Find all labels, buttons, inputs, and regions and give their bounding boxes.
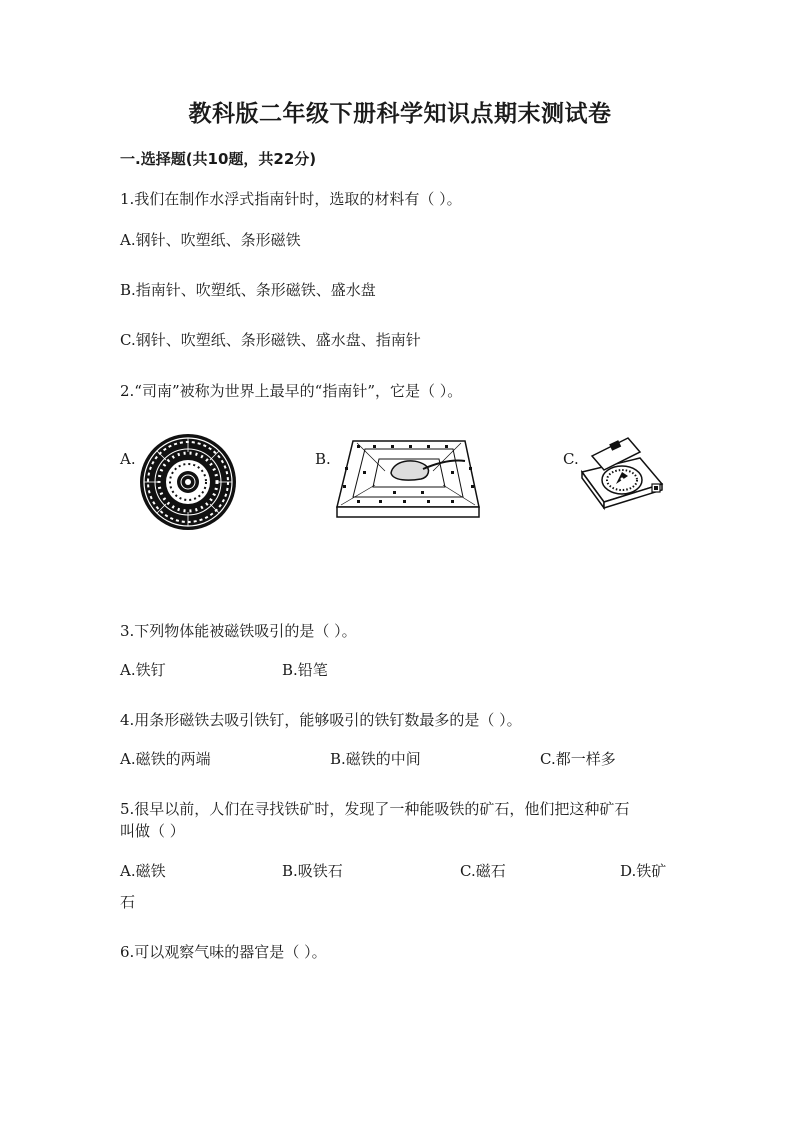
question-2-option-a[interactable]: A.	[120, 450, 136, 468]
question-3-option-a[interactable]: A.铁钉	[120, 661, 166, 679]
question-4-option-a[interactable]: A.磁铁的两端	[120, 750, 211, 768]
question-1-option-c[interactable]: C.钢针、吹塑纸、条形磁铁、盛水盘、指南针	[120, 331, 421, 349]
question-6-stem: 6.可以观察气味的器官是（ ）。	[120, 943, 327, 961]
question-1-option-b[interactable]: B.指南针、吹塑纸、条形磁铁、盛水盘	[120, 281, 376, 299]
question-5-option-b[interactable]: B.吸铁石	[282, 862, 343, 880]
question-2-option-b[interactable]: B.	[315, 450, 331, 468]
question-5-option-d[interactable]: D.铁矿	[620, 862, 667, 880]
question-2-option-c[interactable]: C.	[563, 450, 579, 468]
question-5-stem-line-1: 5.很早以前，人们在寻找铁矿时，发现了一种能吸铁的矿石，他们把这种矿石	[120, 800, 630, 818]
sinan-spoon-on-plate-image	[333, 437, 483, 521]
question-5-option-a[interactable]: A.磁铁	[120, 862, 166, 880]
question-2-stem: 2.“司南”被称为世界上最早的“指南针”，它是（ ）。	[120, 382, 463, 400]
question-3-stem: 3.下列物体能被磁铁吸引的是（ ）。	[120, 622, 357, 640]
question-3-option-b[interactable]: B.铅笔	[282, 661, 328, 679]
question-5-option-c[interactable]: C.磁石	[460, 862, 506, 880]
question-5-option-d-wrap: 石	[120, 893, 136, 911]
question-1-option-a[interactable]: A.钢针、吹塑纸、条形磁铁	[120, 231, 301, 249]
round-sun-disc-image	[138, 432, 238, 532]
question-5-stem-line-2: 叫做（ ）	[120, 822, 185, 840]
question-4-option-b[interactable]: B.磁铁的中间	[330, 750, 421, 768]
question-4-option-c[interactable]: C.都一样多	[540, 750, 616, 768]
section-heading: 一.选择题(共10题，共22分)	[120, 150, 317, 168]
page-title: 教科版二年级下册科学知识点期末测试卷	[188, 101, 612, 127]
question-4-stem: 4.用条形磁铁去吸引铁钉，能够吸引的铁钉数最多的是（ ）。	[120, 711, 522, 729]
question-1-stem: 1.我们在制作水浮式指南针时，选取的材料有（ ）。	[120, 190, 462, 208]
modern-compass-image	[578, 432, 666, 524]
